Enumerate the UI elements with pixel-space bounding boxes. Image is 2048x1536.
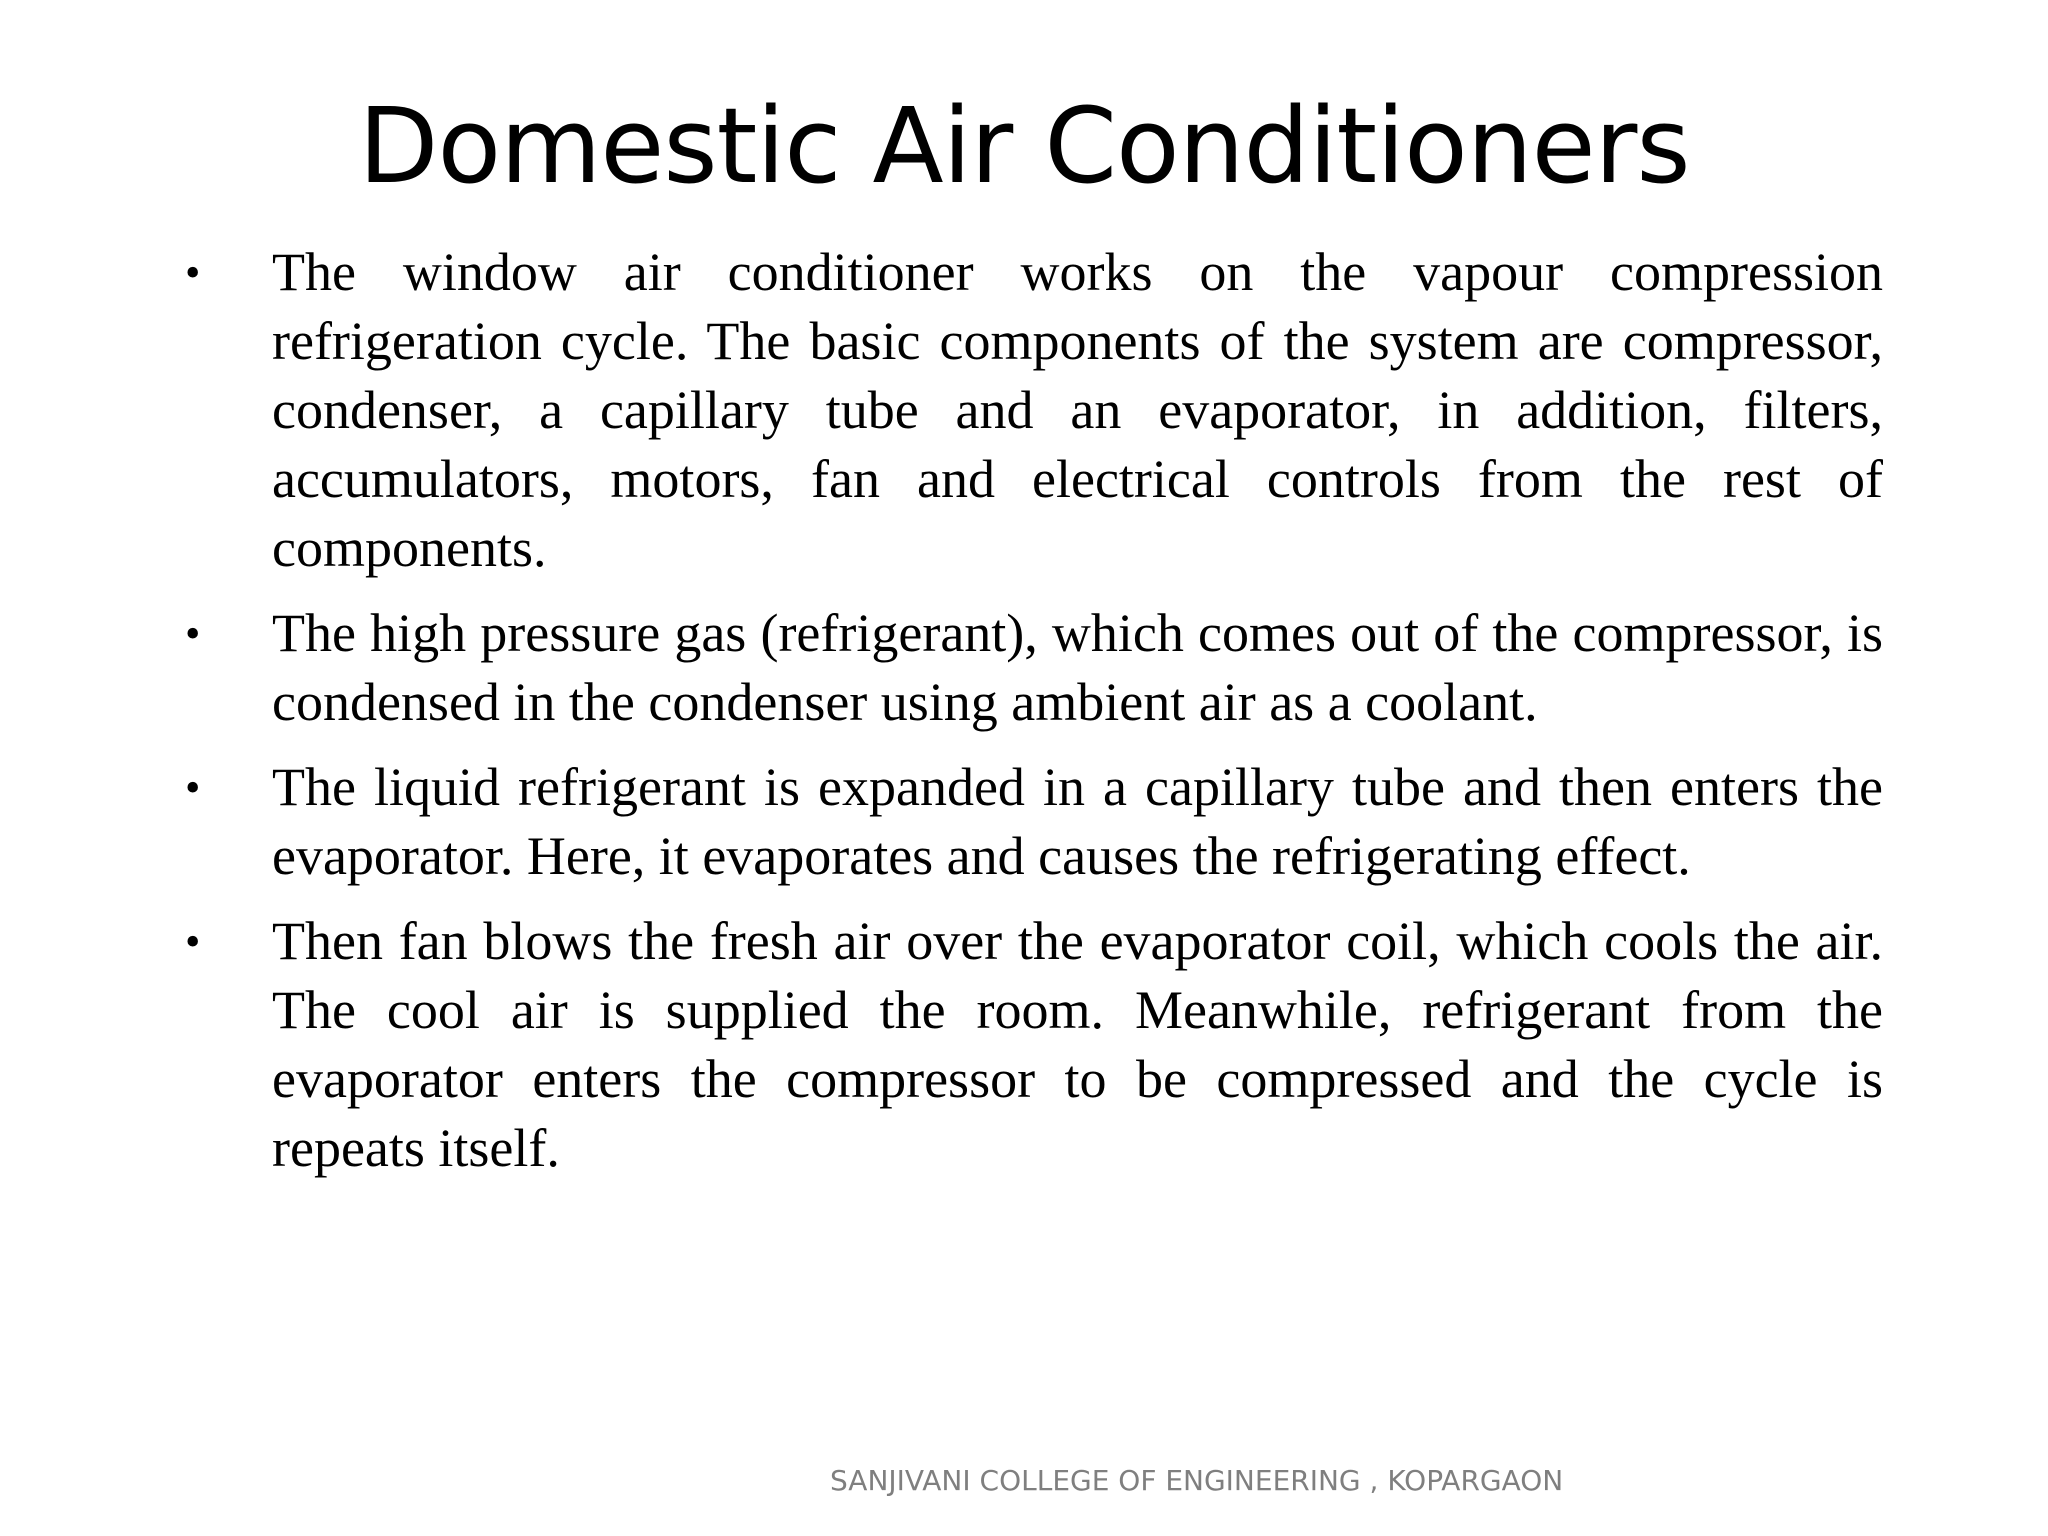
bullet-icon: • [185, 609, 201, 658]
bullet-list [185, 238, 1883, 1199]
bullet-icon: • [185, 248, 201, 297]
bullet-text: The high pressure gas (refrigerant), which comes out of the compressor, is condensed in the condenser using ambient air as a coolant. [272, 603, 1883, 732]
bullet-item-1 [185, 238, 1883, 583]
bullet-icon: • [185, 763, 201, 812]
bullet-item-4 [185, 907, 1883, 1183]
bullet-icon: • [185, 917, 201, 966]
bullet-text: The liquid refrigerant is expanded in a capillary tube and then enters the evaporator. Here, it evaporates and causes the refrigerating effect. [272, 757, 1883, 886]
bullet-text: The window air conditioner works on the vapour compression refrigeration cycle. The basic components of the system are compressor, condenser, a capillary tube and an evaporator, in addition, filters, accumulators, motors, fan and electrical controls from the rest of components. [272, 242, 1883, 578]
bullet-item-2 [185, 599, 1883, 737]
footer-institution: SANJIVANI COLLEGE OF ENGINEERING , KOPARGAON [830, 1464, 1564, 1497]
slide-title: Domestic Air Conditioners [358, 85, 1690, 207]
bullet-item-3 [185, 753, 1883, 891]
bullet-text: Then fan blows the fresh air over the evaporator coil, which cools the air. The cool air is supplied the room. Meanwhile, refrigerant from the evaporator enters the compressor to be compressed and the cycle is repeats itself. [272, 911, 1883, 1178]
